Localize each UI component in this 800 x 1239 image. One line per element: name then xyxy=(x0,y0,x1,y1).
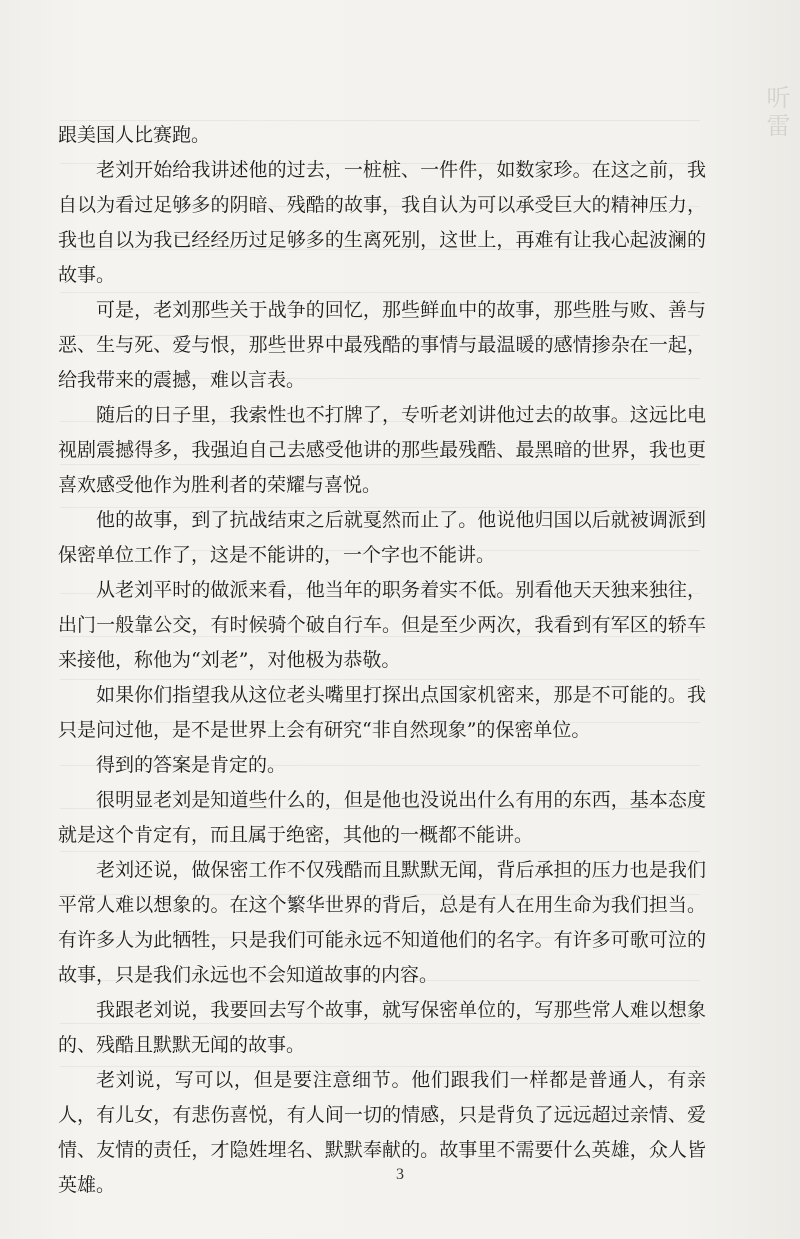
paragraph: 可是，老刘那些关于战争的回忆，那些鲜血中的故事，那些胜与败、善与恶、生与死、爱与恨，那些世界中最残酷的事情与最温暖的感情掺杂在一起，给我带来的震撼，难以言表。 xyxy=(58,299,706,391)
page-number: 3 xyxy=(396,1166,404,1183)
paragraph: 老刘还说，做保密工作不仅残酷而且默默无闻，背后承担的压力也是我们平常人难以想象的。在这个繁华世界的背后，总是有人在用生命为我们担当。有许多人为此牺牲，只是我们可能永远不知道他们的名字。有许多可歌可泣的故事，只是我们永远也不会知道故事的内容。 xyxy=(58,859,706,986)
paragraph: 得到的答案是肯定的。 xyxy=(96,754,287,776)
paragraph: 从老刘平时的做派来看，他当年的职务着实不低。别看他天天独来独往，出门一般靠公交，有时候骑个破自行车。但是至少两次，我看到有军区的轿车来接他，称他为“刘老”，对他极为恭敬。 xyxy=(58,579,706,671)
paragraph: 他的故事，到了抗战结束之后就戛然而止了。他说他归国以后就被调派到保密单位工作了，这是不能讲的，一个字也不能讲。 xyxy=(58,509,706,566)
paragraph: 随后的日子里，我索性也不打牌了，专听老刘讲他过去的故事。这远比电视剧震撼得多，我强迫自己去感受他讲的那些最残酷、最黑暗的世界，我也更喜欢感受他作为胜利者的荣耀与喜悦。 xyxy=(58,404,706,496)
edge-thumb-mark: 听雷 xyxy=(762,85,790,141)
paragraph: 很明显老刘是知道些什么的，但是他也没说出什么有用的东西，基本态度就是这个肯定有，而且属于绝密，其他的一概都不能讲。 xyxy=(58,789,706,846)
paragraph: 老刘说，写可以，但是要注意细节。他们跟我们一样都是普通人，有亲人，有儿女，有悲伤喜悦，有人间一切的情感，只是背负了远远超过亲情、爱情、友情的责任，才隐姓埋名、默默奉献的。故事里不需要什么英雄，众人皆英雄。 xyxy=(58,1069,706,1196)
paragraph: 老刘开始给我讲述他的过去，一桩桩、一件件，如数家珍。在这之前，我自以为看过足够多的阴暗、残酷的故事，我自认为可以承受巨大的精神压力，我也自以为我已经经历过足够多的生离死别，这世上，再难有让我心起波澜的故事。 xyxy=(58,159,706,286)
body-text xyxy=(58,118,706,1203)
paragraph: 如果你们指望我从这位老头嘴里打探出点国家机密来，那是不可能的。我只是问过他，是不是世界上会有研究“非自然现象”的保密单位。 xyxy=(58,684,706,741)
paragraph-continuation: 跟美国人比赛跑。 xyxy=(58,124,211,146)
paragraph: 我跟老刘说，我要回去写个故事，就写保密单位的，写那些常人难以想象的、残酷且默默无闻的故事。 xyxy=(58,999,706,1056)
